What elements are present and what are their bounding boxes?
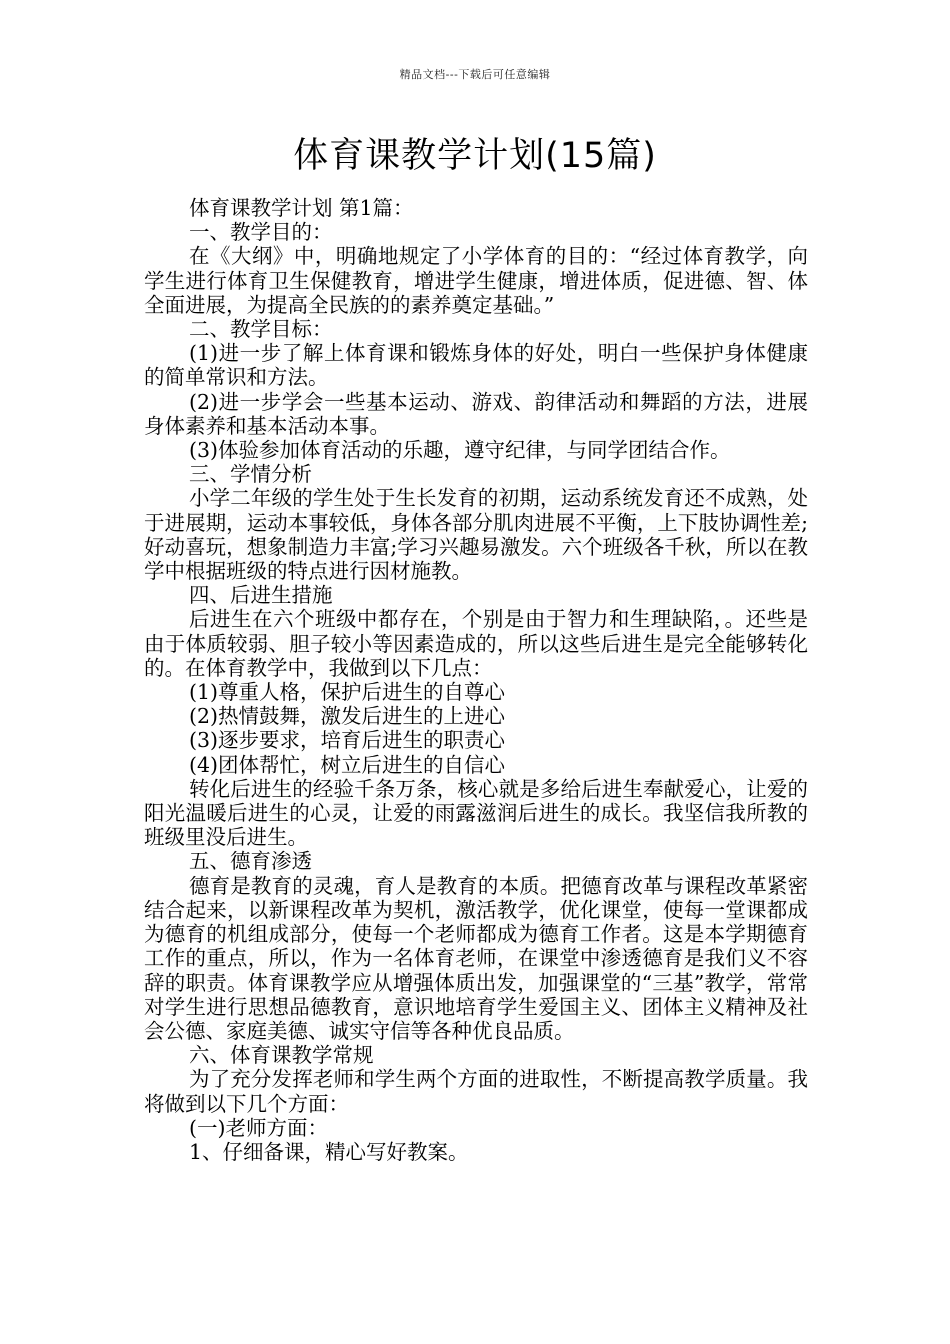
paragraph: 二、教学目标： [189,317,333,342]
paragraph: (2)热情鼓舞，激发后进生的上进心 [189,704,506,729]
paragraph: 转化后进生的经验千条万条，核心就是多给后进生奉献爱心，让爱的阳光温暖后进生的心灵，让爱的雨露滋润后进生的成长。我坚信我所教的班级里没后进生。 [144,776,808,850]
paragraph: 后进生在六个班级中都存在，个别是由于智力和生理缺陷，。还些是由于体质较弱、胆子较小等因素造成的，所以这些后进生是完全能够转化的。在体育教学中，我做到以下几点： [144,607,808,680]
paragraph: 五、德育渗透 [189,849,312,874]
paragraph: 六、体育课教学常规 [189,1043,374,1068]
paragraph: (4)团体帮忙，树立后进生的自信心 [189,752,506,777]
paragraph: (3)逐步要求，培育后进生的职责心 [189,728,506,753]
paragraph: 德育是教育的灵魂，育人是教育的本质。把德育改革与课程改革紧密结合起来，以新课程改革为契机，激活教学，优化课堂，使每一堂课都成为德育的机组成部分，使每一个老师都成为德育工作者。这是本学期德育工作的重点，所以，作为一名体育老师，在课堂中渗透德育是我们义不容辞的职责。体育课教学应从增强体质出发，加强课堂的“三基”教学，常常对学生进行思想品德教育，意识地培育学生爱国主义、团体主义精神及社会公德、家庭美德、诚实守信等各种优良品质。 [144,873,808,1043]
header-note: 精品文档---下载后可任意编辑 [399,68,551,81]
paragraph: 小学二年级的学生处于生长发育的初期，运动系统发育还不成熟，处于进展期，运动本事较低，身体各部分肌肉进展不平衡，上下肢协调性差;好动喜玩，想象制造力丰富;学习兴趣易激发。六个班级各千秋，所以在教学中根据班级的特点进行因材施教。 [144,486,808,584]
paragraph: 为了充分发挥老师和学生两个方面的进取性，不断提高教学质量。我将做到以下几个方面： [144,1067,808,1116]
paragraph: (一)老师方面： [189,1115,328,1140]
paragraph: (1)尊重人格，保护后进生的自尊心 [189,680,506,705]
paragraph: (3)体验参加体育活动的乐趣，遵守纪律，与同学团结合作。 [189,438,731,463]
paragraph: 三、学情分析 [189,462,312,487]
paragraph: 1、仔细备课，精心写好教案。 [189,1139,469,1164]
paragraph: (1)进一步了解上体育课和锻炼身体的好处，明白一些保护身体健康的简单常识和方法。 [144,341,808,390]
paragraph: 在《大纲》中，明确地规定了小学体育的目的：“经过体育教学，向学生进行体育卫生保健教育，增进学生健康，增进体质，促进德、智、体全面进展，为提高全民族的的素养奠定基础。” [144,244,808,317]
paragraph: 一、教学目的： [189,220,333,245]
document-title: 体育课教学计划(15篇) [293,136,657,176]
paragraph: (2)进一步学会一些基本运动、游戏、韵律活动和舞蹈的方法，进展身体素养和基本活动本事。 [144,389,808,438]
paragraph: 体育课教学计划 第1篇： [189,196,414,220]
document-body [144,196,808,1164]
paragraph: 四、后进生措施 [189,583,333,608]
